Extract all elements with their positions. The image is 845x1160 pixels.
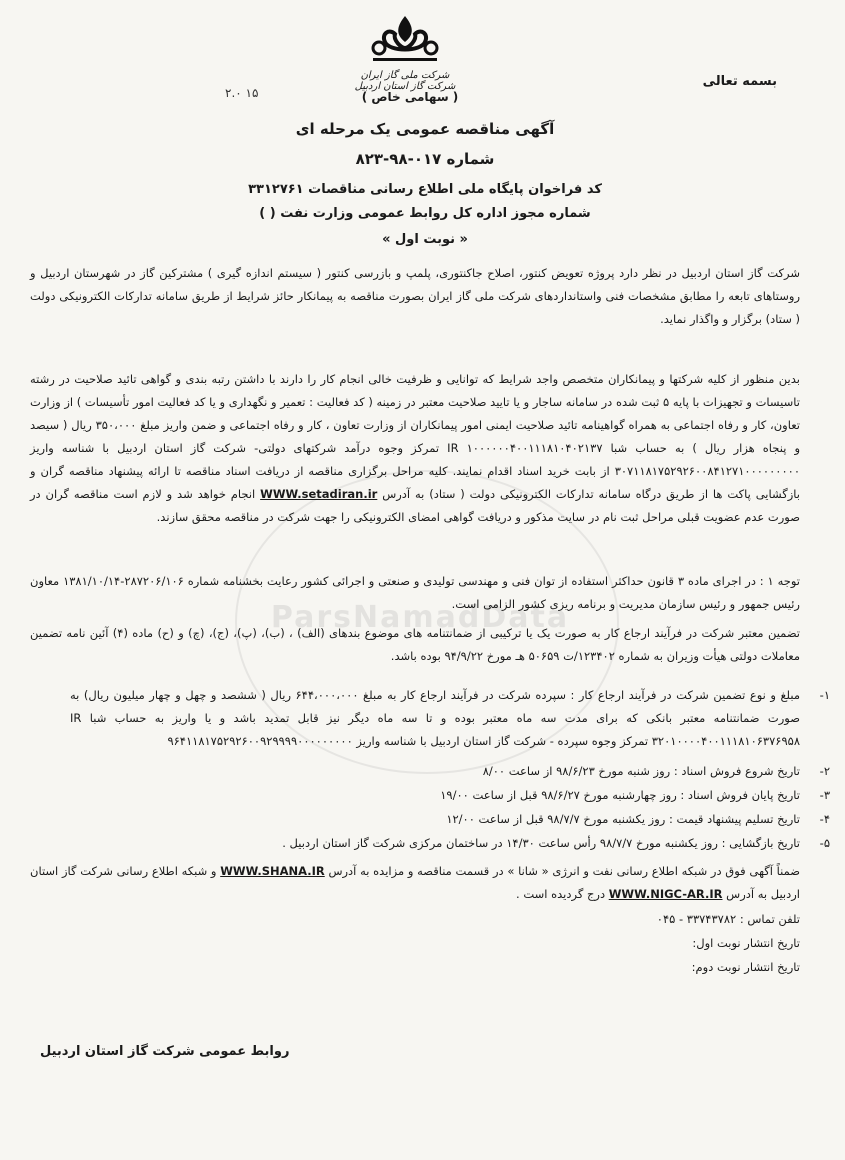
list-item — [70, 684, 830, 753]
public-relations-signature: روابط عمومی شرکت گاز استان اردبیل — [40, 1044, 290, 1059]
item-number: ۴- — [819, 812, 830, 826]
item-number: ۳- — [819, 788, 830, 802]
item-text: مبلغ و نوع تضمین شرکت در فرآیند ارجاع کار : سپرده شرکت در فرآیند ارجاع کار به مبلغ ۶۴۴،۰۰۰،۰۰۰ ریال ( ششصد و چهل و چهار میلیون ریال) به صورت ضمانتنامه معتبر بانکی که برای مدت سه ماه معتبر بوده و تا سه ماه دیگر نیز قابل تمدید باشد و یا واریز به حساب شبا IR ۳۲۰۱۰۰۰۰۴۰۰۱۱۱۸۱۰۶۳۷۶۹۵۸ تمرکز وجوه سپرده - شرکت گاز استان اردبیل با شناسه واریز ۹۶۴۱۱۸۱۷۵۲۹۲۶۰۰۹۲۹۹۹۹۰۰۰۰۰۰۰۰۰ — [70, 688, 800, 748]
item-text: تاریخ تسلیم پیشنهاد قیمت : روز یکشنبه مورخ ۹۸/۷/۷ قبل از ساعت ۱۲/۰۰ — [446, 812, 800, 826]
bismillah-heading: بسمه تعالی — [702, 74, 777, 89]
publication-text-1: ضمناً آگهی فوق در شبکه اطلاع رسانی نفت و انرژی « شانا » در قسمت مناقصه و مزایده به آدرس — [328, 864, 801, 878]
contact-phone: تلفن تماس : ۳۳۷۴۳۷۸۲ - ۰۴۵ — [656, 912, 800, 926]
item-text: تاریخ بازگشایی : روز یکشنبه مورخ ۹۸/۷/۷ رأس ساعت ۱۴/۳۰ در ساختمان مرکزی شرکت گاز استان اردبیل . — [282, 836, 800, 850]
intro-paragraph: شرکت گاز استان اردبیل در نظر دارد پروژه تعویض کنتور، اصلاح جاکنتوری، پلمپ و بازرسی کنتور ( سیستم اندازه گیری ) مشترکین گاز در شهرستان اردبیل و روستاهای تابعه را مطابق مشخصات فنی واستانداردهای شرکت ملی گاز ایران بصورت مناقصه به پیمانکار حائز شرایط از طریق سامانه تدارکات الکترونیکی دولت ( ستاد) برگزار و واگذار نماید. — [30, 266, 800, 326]
notice-title: آگهی مناقصه عمومی یک مرحله ای — [295, 120, 555, 138]
publication-text-3: درج گردیده است . — [516, 887, 606, 901]
guarantee-paragraph: تضمین معتبر شرکت در فرآیند ارجاع کار به صورت یک یا ترکیبی از ضمانتنامه های موضوع بندهای (الف) ، (ب)، (پ)، (ج)، (چ) و (ح) ماده (۴) آئین نامه تضمین معاملات دولتی هیأت وزیران به شماره ۱۲۳۴۰۲/ت ۵۰۶۵۹ هـ مورخ ۹۴/۹/۲۲ بوده باشد. — [30, 626, 800, 663]
tender-number: شماره ۰۱۷-۹۸-۸۲۳ — [355, 150, 495, 168]
round-label: « نوبت اول » — [382, 232, 468, 247]
item-number: ۵- — [819, 836, 830, 850]
note-1: توجه ۱ : در اجرای ماده ۳ قانون حداکثر استفاده از توان فنی و مهندسی تولیدی و صنعتی و اجرائی کشور رعایت بخشنامه شماره ۲۸۷۲۰۶/۱۰۶-۱۳۸۱/۱۰/۱۴ معاون رئیس جمهور و رئیس سازمان مدیریت و برنامه ریزی کشور الزامی است. — [30, 574, 801, 611]
publication-notice — [30, 860, 800, 906]
item-text: تاریخ پایان فروش اسناد : روز چهارشنبه مورخ ۹۸/۶/۲۷ قبل از ساعت ۱۹/۰۰ — [440, 788, 800, 802]
list-item — [70, 832, 830, 855]
item-number: ۱- — [819, 688, 830, 702]
logo-text-line2: شرکت گاز استان اردبیل — [354, 81, 456, 92]
second-publication-date: تاریخ انتشار نوبت دوم: — [691, 960, 800, 974]
item-number: ۲- — [819, 764, 830, 778]
list-item — [70, 760, 830, 783]
list-item — [70, 784, 830, 807]
conditions-text-2: انجام خواهد شد و لازم است مناقصه گران در صورت عدم عضویت قبلی مراحل ثبت نام در سایت مذکور و دریافت گواهی امضای الکترونیکی را جهت شرکت در مناقصه محقق سازند. — [30, 487, 800, 524]
permit-number: شماره مجوز اداره کل روابط عمومی وزارت نفت ( ) — [259, 206, 591, 221]
setadiran-link[interactable]: WWW.setadiran.ir — [260, 487, 378, 501]
gas-flame-logo-icon — [345, 12, 465, 64]
call-code: کد فراخوان پایگاه ملی اطلاع رسانی مناقصات ۳۳۱۲۷۶۱ — [248, 182, 602, 197]
company-type: ( سهامی خاص ) — [361, 90, 459, 104]
conditions-text-1: بدین منظور از کلیه شرکتها و پیمانکاران متخصص واجد شرایط که توانایی و ظرفیت خالی انجام کار را دارند با داشتن رتبه بندی و گواهی تائید صلاحیت در رشته تاسیسات و تجهیزات با پایه ۵ ثبت شده در سامانه ساجار و یا تایید صلاحیت معتبر در زمینه ( کد فعالیت : تعمیر و نگهداری و یا کد فعالیت امور تأسیسات ) از وزارت تعاون، کار و رفاه اجتماعی به همراه گواهینامه تائید صلاحیت ایمنی امور پیمانکاران از وزارت تعاون ، کار و رفاه اجتماعی و ضمن واریز مبلغ ۳۵۰،۰۰۰ ریال ( سیصد و پنجاه هزار ریال ) به حساب شبا IR ۱۰۰۰۰۰۰۴۰۰۱۱۱۸۱۰۴۰۲۱۳۷ تمرکز وجوه درآمد شرکتهای دولتی- شرکت گاز استان اردبیل با شناسه واریز ۳۰۷۱۱۸۱۷۵۲۹۲۶۰۰۸۴۱۲۷۱۰۰۰۰۰۰۰۰۰ از بابت خرید اسناد اقدام نمایند. کلیه مراحل برگزاری مناقصه از دریافت اسناد مناقصه تا ارائه پیشنهاد مناقصه گران و بازگشایی پاکت ها از طریق درگاه سامانه تدارکات الکترونیکی دولت ( ستاد) به آدرس — [30, 372, 801, 501]
publication-text-2: و شبکه اطلاع رسانی شرکت گاز استان اردبیل به آدرس — [30, 864, 800, 901]
first-publication-date: تاریخ انتشار نوبت اول: — [692, 936, 800, 950]
logo-text-line1: شرکت ملی گاز ایران — [360, 70, 450, 81]
nigc-ar-link[interactable]: WWW.NIGC-AR.IR — [608, 887, 723, 901]
list-item — [70, 808, 830, 831]
company-logo — [345, 12, 465, 122]
handwritten-note: ۲.۰ ۱۵ — [225, 86, 259, 100]
conditions-paragraph — [30, 368, 800, 529]
item-text: تاریخ شروع فروش اسناد : روز شنبه مورخ ۹۸/۶/۲۳ از ساعت ۸/۰۰ — [482, 764, 800, 778]
watermark: ParsNamadData — [270, 600, 570, 635]
shana-link[interactable]: WWW.SHANA.IR — [220, 864, 325, 878]
